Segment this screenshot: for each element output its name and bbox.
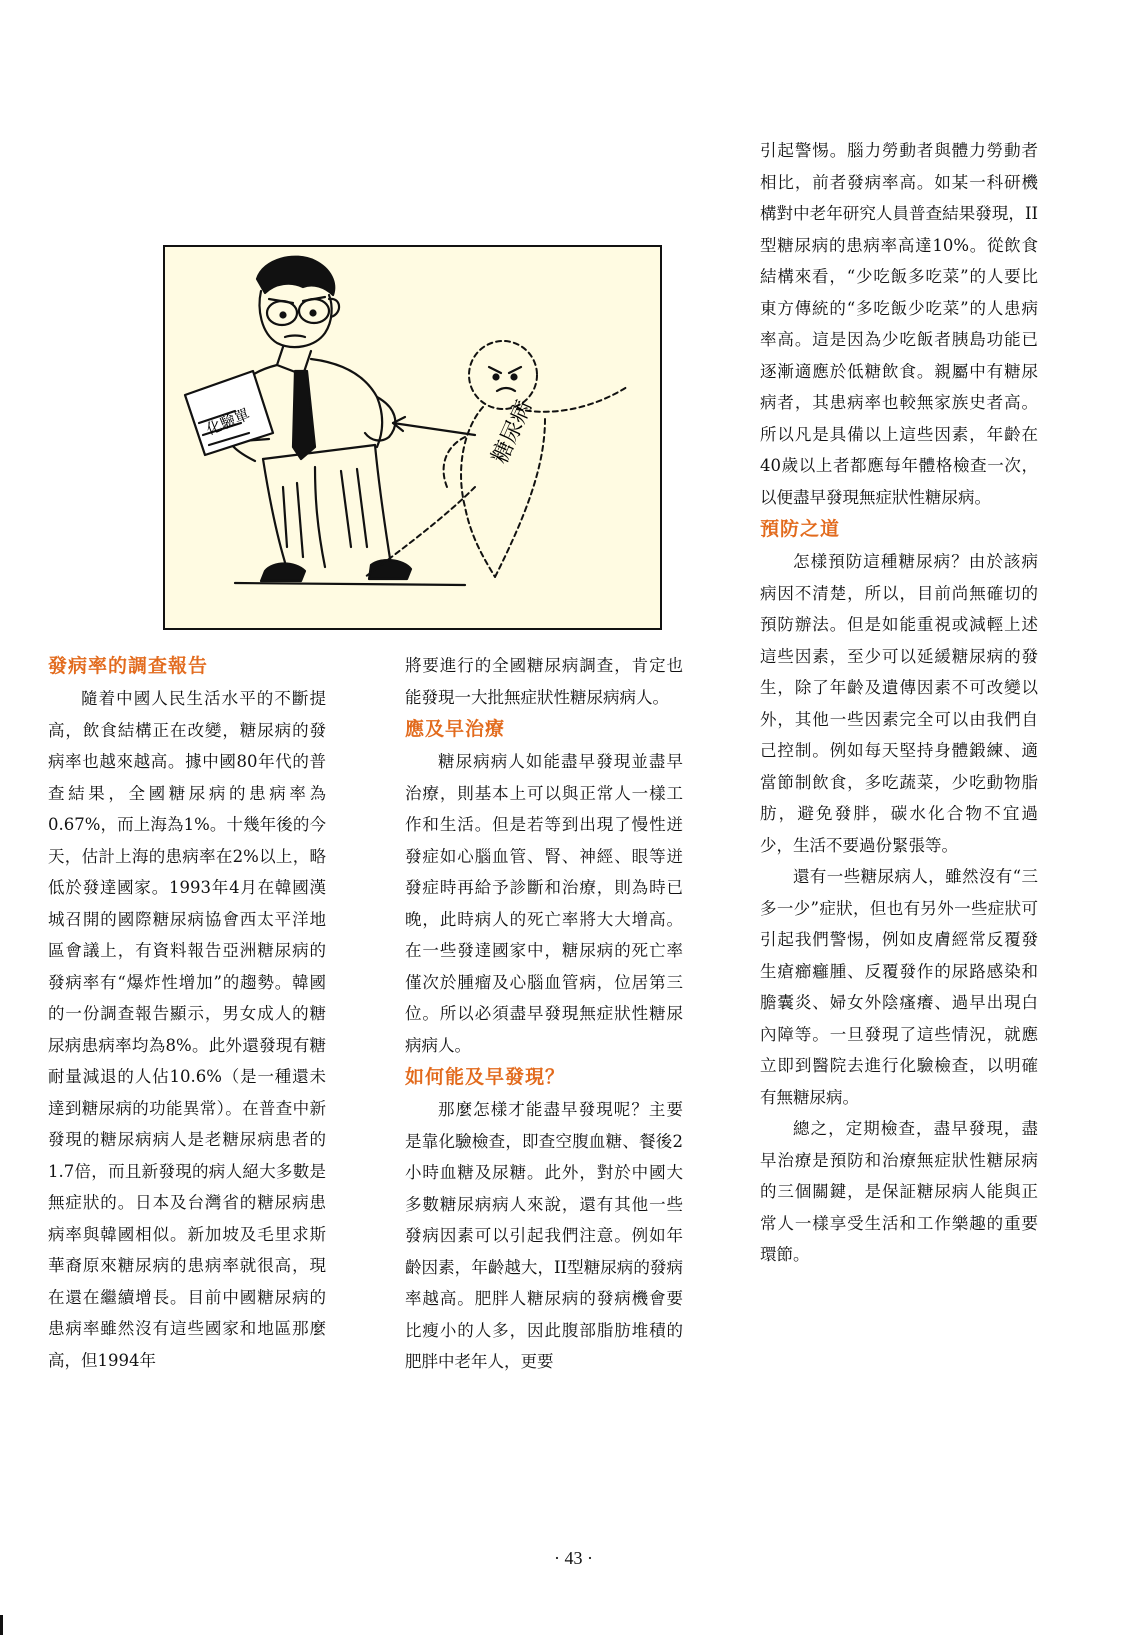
paragraph-survey: 隨着中國人民生活水平的不斷提高，飲食結構正在改變，糖尿病的發病率也越來越高。據中國80年代的普查結果，全國糖尿病的患病率為0.67%，而上海為1%。十幾年後的今天，估計上海的患病率在2%以上，略低於發達國家。1993年4月在韓國漢城召開的國際糖尿病協會西太平洋地區會議上，有資料報告亞洲糖尿病的發病率有“爆炸性增加”的趨勢。韓國的一份調查報告顯示，男女成人的糖尿病患病率均為8%。此外還發現有糖耐量減退的人佔10.6%（是一種還未達到糖尿病的功能異常）。在普查中新發現的糖尿病病人是老糖尿病患者的1.7倍，而且新發現的病人絕大多數是無症狀的。日本及台灣省的糖尿病患病率與韓國相似。新加坡及毛里求斯華裔原來糖尿病的患病率就很高，現在還在繼續增長。目前中國糖尿病的患病率雖然沒有這些國家和地區那麼高，但1994年	[48, 689, 326, 1370]
paragraph-early-treatment: 糖尿病病人如能盡早發現並盡早治療，則基本上可以與正常人一樣工作和生活。但是若等到出現了慢性迸發症如心腦血管、腎、神經、眼等迸發症時再給予診斷和治療，則為時已晚，此時病人的死亡率將大大增高。在一些發達國家中，糖尿病的死亡率僅次於腫瘤及心腦血管病，位居第三位。所以必須盡早發現無症狀性糖尿病病人。	[405, 752, 683, 1055]
column-left	[48, 650, 326, 1376]
scan-edge-mark	[0, 1615, 3, 1635]
report-label: 化驗單	[203, 405, 253, 439]
heading-early-treatment: 應及早治療	[405, 718, 506, 740]
column-middle	[405, 650, 683, 1378]
paragraph-survey-continued: 將要進行的全國糖尿病調查，肯定也能發現一大批無症狀性糖尿病病人。	[405, 656, 683, 707]
paragraph-prevention-1: 怎樣預防這種糖尿病？由於該病病因不清楚，所以，目前尚無確切的預防辦法。但是如能重視或減輕上述這些因素，至少可以延緩糖尿病的發生，除了年齡及遺傳因素不可改變以外，其他一些因素完全可以由我們自己控制。例如每天堅持身體鍛練、適當節制飲食，多吃蔬菜，少吃動物脂肪，避免發胖，碳水化合物不宜過少，生活不要過份緊張等。	[760, 552, 1038, 855]
disease-label: 糖尿病	[487, 396, 538, 468]
cartoon-illustration	[163, 245, 662, 630]
heading-early-detection: 如何能及早發現？	[405, 1066, 566, 1088]
paragraph-early-detection: 那麼怎樣才能盡早發現呢？主要是靠化驗檢查，即查空腹血糖、餐後2小時血糖及尿糖。此外，對於中國大多數糖尿病病人來說，還有其他一些發病因素可以引起我們注意。例如年齡因素，年齡越大，II型糖尿病的發病率越高。肥胖人糖尿病的發病機會要比瘦小的人多，因此腹部脂肪堆積的肥胖中老年人，更要	[405, 1100, 683, 1371]
page-number: · 43 ·	[554, 1548, 593, 1568]
heading-prevention: 預防之道	[760, 518, 841, 540]
column-right	[760, 135, 1038, 1271]
paragraph-early-detection-continued: 引起警惕。腦力勞動者與體力勞動者相比，前者發病率高。如某一科研機構對中老年研究人員普查結果發現，II型糖尿病的患病率高達10%。從飲食結構來看，“少吃飯多吃菜”的人要比東方傳統的“多吃飯少吃菜”的人患病率高。這是因為少吃飯者胰島功能已逐漸適應於低糖飲食。親屬中有糖尿病者，其患病率也較無家族史者高。所以凡是具備以上這些因素，年齡在40歲以上者都應每年體格檢查一次，以便盡早發現無症狀性糖尿病。	[760, 141, 1038, 507]
paragraph-prevention-2: 還有一些糖尿病人，雖然沒有“三多一少”症狀，但也有另外一些症狀可引起我們警惕，例如皮膚經常反覆發生瘡癤癰腫、反覆發作的尿路感染和膽囊炎、婦女外陰瘙癢、過早出現白內障等。一旦發現了這些情況，就應立即到醫院去進行化驗檢查，以明確有無糖尿病。	[760, 867, 1038, 1107]
heading-survey-report: 發病率的調查報告	[48, 655, 209, 677]
paragraph-prevention-3: 總之，定期檢查，盡早發現，盡早治療是預防和治療無症狀性糖尿病的三個關鍵，是保証糖尿病人能與正常人一樣享受生活和工作樂趣的重要環節。	[760, 1119, 1038, 1264]
cartoon-drawing	[165, 247, 660, 628]
